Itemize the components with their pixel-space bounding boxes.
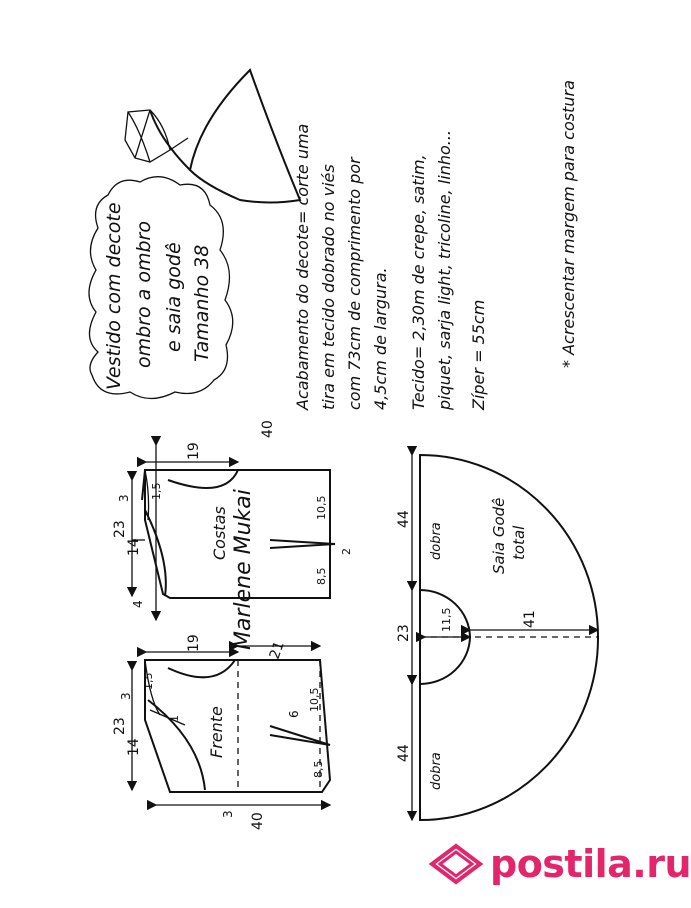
acabamento-line2: tira em tecido dobrado no viés: [319, 164, 338, 410]
tecido-line2: piquet, sarja light, tricoline, linho...: [435, 129, 454, 410]
saia-dobra-a: dobra: [429, 522, 444, 560]
acabamento-line1: Acabamento do decote= corte uma: [293, 123, 312, 410]
title-line4: Tamanho 38: [191, 244, 213, 362]
title-cloud: [89, 177, 233, 399]
title-line3: e saia godê: [163, 242, 185, 352]
saia-m44a: 44: [396, 510, 412, 528]
frente-m85: 8,5: [312, 760, 325, 778]
frente-m15: 1,5: [142, 672, 155, 690]
acabamento-line3: com 73cm de comprimento por: [345, 157, 364, 410]
signature: Marlene Mukai: [231, 489, 256, 650]
costas-m40: 40: [260, 420, 276, 438]
notes: [293, 80, 578, 411]
costas-m19: 19: [186, 442, 202, 460]
frente-label: Frente: [207, 706, 226, 758]
frente-m6: 6: [287, 710, 301, 718]
ziper-label: Zíper = 55cm: [469, 299, 488, 410]
frente-m105: 10,5: [308, 687, 321, 712]
acabamento-line4: 4,5cm de largura.: [371, 267, 390, 410]
margem-note: * Acrescentar margem para costura: [559, 80, 578, 368]
frente-m1: 1: [168, 715, 181, 722]
frente-m21: 21: [266, 639, 288, 662]
watermark: [430, 838, 691, 890]
saia-m23: 23: [396, 624, 412, 642]
frente-m19: 19: [186, 634, 202, 652]
title-line1: Vestido com decote: [103, 202, 125, 390]
title-line2: ombro a ombro: [133, 221, 155, 368]
saia-label1: Saia Godê: [490, 497, 508, 574]
frente-m3a: 3: [119, 692, 133, 700]
frente-m14: 14: [126, 738, 142, 756]
costas-m85: 8,5: [315, 567, 328, 585]
costas-label: Costas: [210, 506, 229, 560]
costas-m105: 10,5: [315, 495, 328, 520]
frente-pattern: [112, 634, 330, 830]
saia-m41: 41: [522, 610, 538, 628]
saia-label2: total: [510, 525, 528, 560]
postila-logo-icon: [430, 842, 482, 886]
tecido-line1: Tecido= 2,30m de crepe, satim,: [409, 154, 428, 410]
saia-dobra-b: dobra: [429, 752, 444, 790]
dress-sketch: [125, 70, 300, 203]
costas-m4: 4: [131, 600, 145, 608]
costas-m23: 23: [112, 520, 128, 538]
frente-m23: 23: [112, 717, 128, 735]
costas-m2: 2: [340, 548, 353, 555]
costas-m3: 3: [117, 494, 131, 502]
frente-m3b: 3: [221, 810, 235, 818]
costas-m14: 14: [126, 538, 142, 556]
frente-m40: 40: [250, 812, 266, 830]
saia-m115: 11,5: [440, 607, 453, 632]
costas-m15: 1,5: [150, 482, 163, 500]
saia-pattern: [396, 455, 598, 820]
watermark-text: postila.ru: [490, 842, 691, 886]
saia-m44b: 44: [396, 744, 412, 762]
